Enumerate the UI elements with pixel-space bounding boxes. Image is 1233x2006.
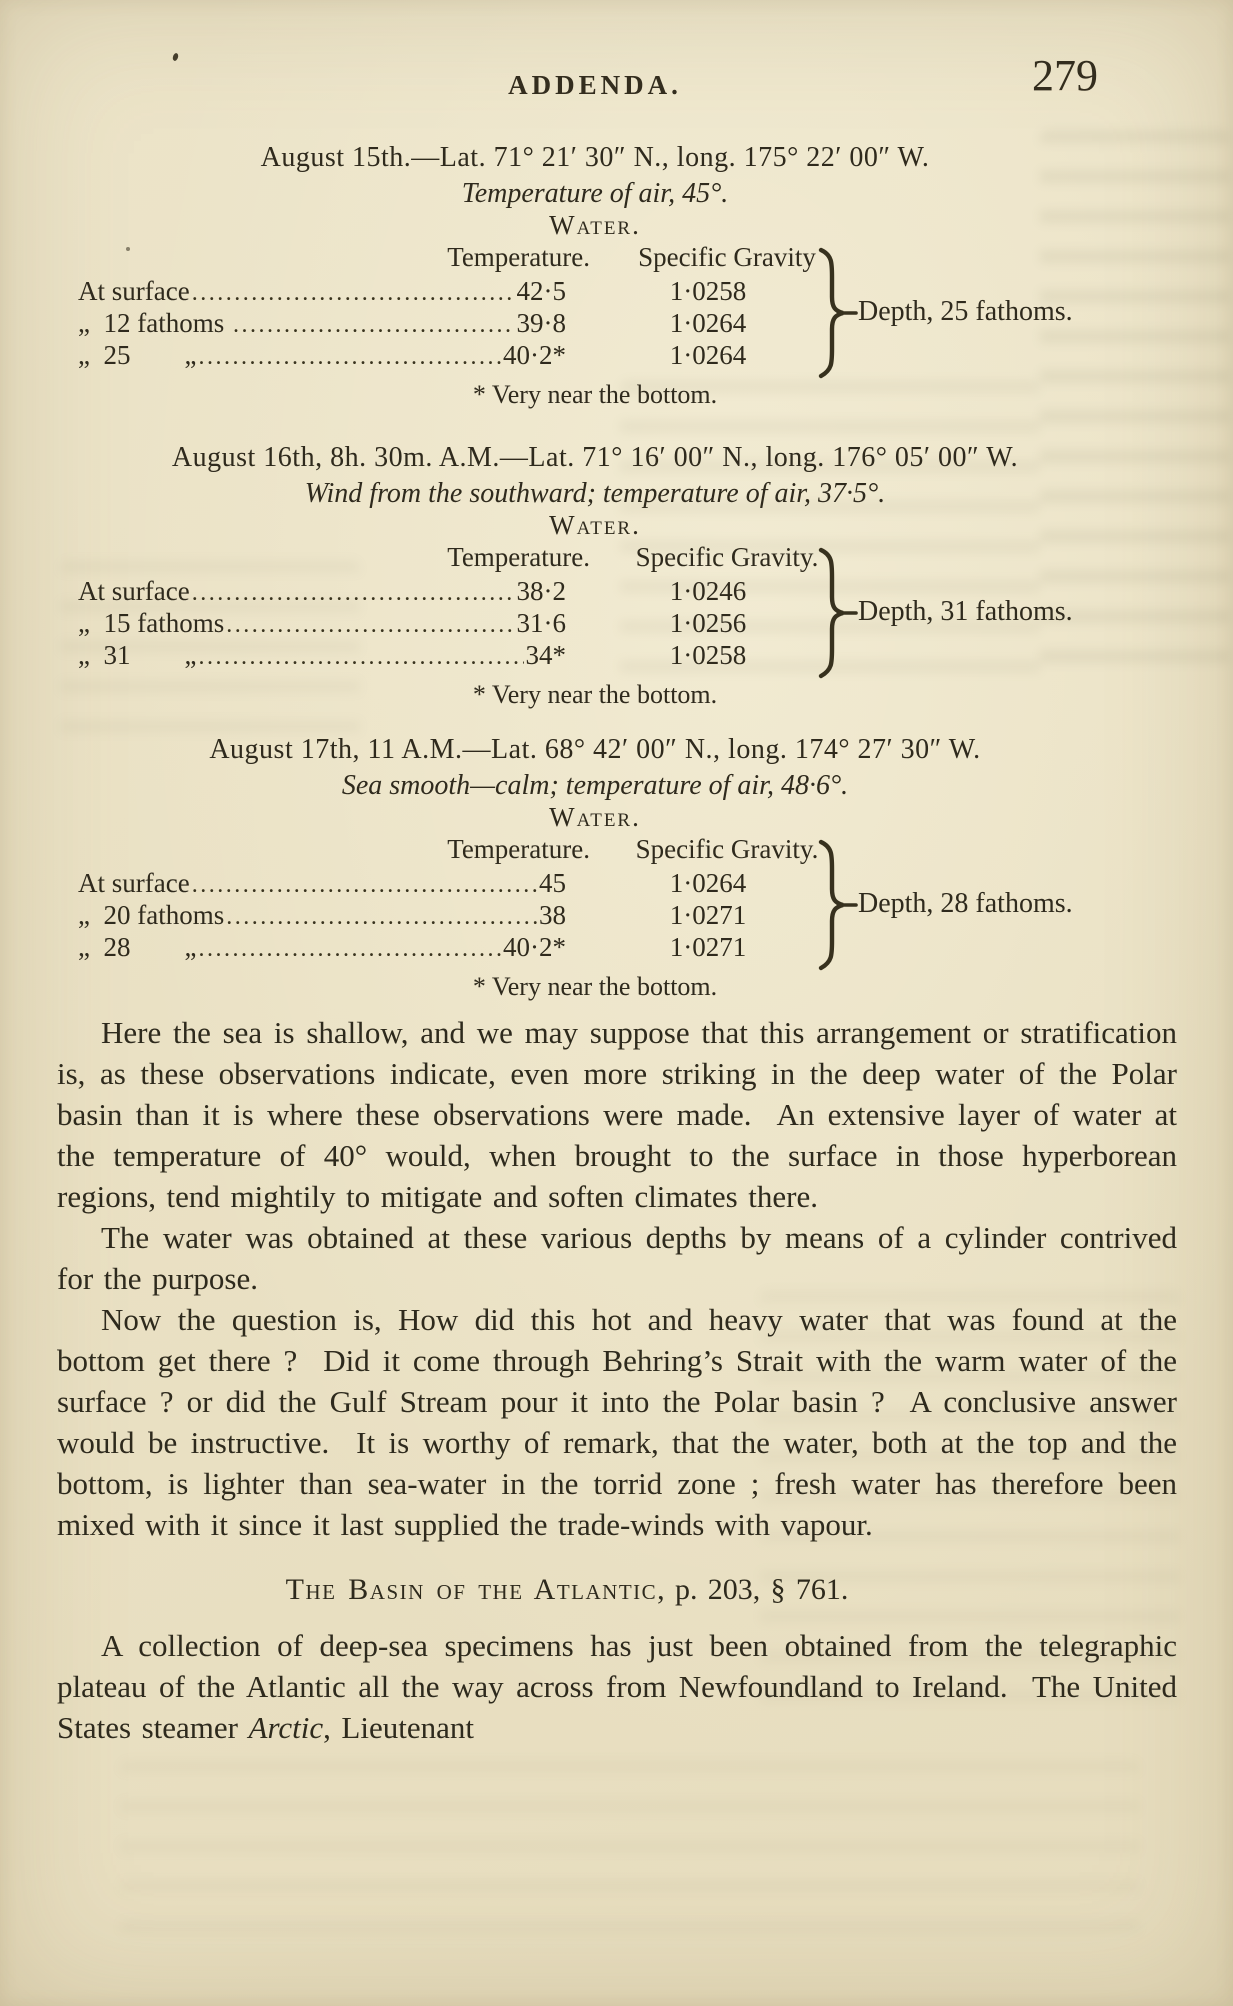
- table-header-row: [30, 242, 1160, 276]
- column-header-temperature: Temperature.: [447, 834, 590, 864]
- temperature-value: 45: [539, 868, 566, 898]
- temperature-value: 31·6: [516, 608, 566, 638]
- water-table: [30, 542, 1160, 672]
- row-label: „ 12 fathoms: [78, 308, 231, 338]
- row-label: „ 20 fathoms: [78, 900, 225, 930]
- gravity-value: 1·0264: [669, 308, 747, 338]
- observation-date-line: August 16th, 8h. 30m. A.M.—Lat. 71° 16′ 00″ N., long. 176° 05′ 00″ W.: [171, 442, 1019, 473]
- curly-brace-icon: [814, 246, 860, 380]
- table-row: [30, 932, 1160, 964]
- dot-leader: [226, 608, 514, 639]
- temperature-value: 34*: [525, 640, 566, 670]
- section-heading: [57, 1569, 1177, 1610]
- row-label: „ 28 „: [78, 932, 197, 962]
- water-table: [30, 834, 1160, 964]
- ink-speck-top: [172, 52, 179, 61]
- temperature-value: 40·2*: [503, 932, 566, 962]
- paragraph-shallow-sea: Here the sea is shallow, and we may suppose that this arrangement or stratification is, as these observations indicate, even more striking in the deep water of the Polar basin than it is where these observations were made. An extensive layer of water at the temperature of 40° would, when brought to the surface in those hyperborean regions, tend mightily to mitigate and soften climates there.: [57, 1015, 1188, 1214]
- column-header-specific-gravity: Specific Gravity: [638, 242, 816, 272]
- gravity-value: 1·0271: [669, 932, 747, 962]
- row-label: „ 31 „: [78, 640, 197, 670]
- observation-aug-15: [30, 142, 1160, 410]
- dot-leader: [192, 276, 515, 307]
- water-heading: Water.: [549, 510, 641, 540]
- dot-leader: [226, 900, 537, 931]
- observation-condition-line: Sea smooth—calm; temperature of air, 48·6°.: [341, 770, 849, 801]
- column-header-temperature: Temperature.: [447, 242, 590, 272]
- temperature-value: 39·8: [516, 308, 566, 338]
- section-heading-title: The Basin of the Atlantic: [285, 1573, 658, 1606]
- depth-label: Depth, 28 fathoms.: [858, 888, 1073, 919]
- depth-label: Depth, 31 fathoms.: [858, 596, 1073, 627]
- dot-leader: [198, 640, 523, 671]
- page-title: ADDENDA.: [508, 70, 682, 100]
- dot-leader: [192, 576, 515, 607]
- dot-leader: [192, 868, 537, 899]
- page-number: 279: [1032, 51, 1098, 100]
- section-heading-reference: , p. 203, § 761.: [657, 1573, 849, 1606]
- observation-date-line: August 15th.—Lat. 71° 21′ 30″ N., long. 175° 22′ 00″ W.: [260, 142, 930, 173]
- table-footnote: * Very near the bottom.: [472, 680, 718, 709]
- table-row: [30, 640, 1160, 672]
- column-header-specific-gravity: Specific Gravity.: [635, 542, 819, 572]
- table-header-row: [30, 542, 1160, 576]
- paragraph-question: Now the question is, How did this hot and heavy water that was found at the bottom get there ? Did it come through Behring’s Strait with the warm water of the surface ? or did the Gulf Stream pour it into the Polar basin ? A conclusive answer would be instructive. It is worthy of remark, that the water, both at the top and the bottom, is lighter than sea-water in the torrid zone ; fresh water has therefore been mixed with it since it last supplied the trade-winds with vapour.: [57, 1302, 1188, 1542]
- row-label: At surface: [78, 276, 190, 306]
- ship-name-italic: Arctic: [248, 1710, 324, 1745]
- showthrough-bottom: [120, 1760, 1140, 1940]
- observation-condition-line: Wind from the southward; temperature of air, 37·5°.: [304, 478, 886, 509]
- body-text: [57, 1012, 1188, 1748]
- column-header-temperature: Temperature.: [447, 542, 590, 572]
- gravity-value: 1·0264: [669, 340, 747, 370]
- paragraph-atlantic-basin: [57, 1625, 1188, 1748]
- table-footnote: * Very near the bottom.: [472, 972, 718, 1001]
- table-footnote: * Very near the bottom.: [472, 380, 718, 409]
- temperature-value: 38·2: [516, 576, 566, 606]
- water-table: [30, 242, 1160, 372]
- temperature-value: 38: [539, 900, 566, 930]
- gravity-value: 1·0258: [669, 276, 747, 306]
- observation-aug-17: [30, 734, 1160, 1002]
- gravity-value: 1·0258: [669, 640, 747, 670]
- column-header-specific-gravity: Specific Gravity.: [635, 834, 819, 864]
- water-heading: Water.: [549, 802, 641, 832]
- temperature-value: 40·2*: [503, 340, 566, 370]
- observation-aug-16: [30, 442, 1160, 710]
- gravity-value: 1·0246: [669, 576, 747, 606]
- dot-leader: [233, 308, 515, 339]
- depth-label: Depth, 25 fathoms.: [858, 296, 1073, 327]
- table-row: [30, 340, 1160, 372]
- gravity-value: 1·0271: [669, 900, 747, 930]
- gravity-value: 1·0264: [669, 868, 747, 898]
- row-label: At surface: [78, 576, 190, 606]
- row-label: „ 25 „: [78, 340, 197, 370]
- row-label: At surface: [78, 868, 190, 898]
- gravity-value: 1·0256: [669, 608, 747, 638]
- row-label: „ 15 fathoms: [78, 608, 225, 638]
- curly-brace-icon: [814, 838, 860, 972]
- curly-brace-icon: [814, 546, 860, 680]
- paragraph-text: , Lieutenant: [323, 1710, 474, 1745]
- dot-leader: [198, 932, 501, 963]
- observation-condition-line: Temperature of air, 45°.: [461, 178, 729, 209]
- paragraph-text: A collection of deep-sea specimens has just been obtained from the telegraphic plateau of the Atlantic all the way across from Newfoundland to Ireland. The United States steamer: [57, 1628, 1188, 1745]
- table-header-row: [30, 834, 1160, 868]
- dot-leader: [198, 340, 501, 371]
- temperature-value: 42·5: [516, 276, 566, 306]
- paragraph-cylinder: The water was obtained at these various depths by means of a cylinder contrived for the purpose.: [57, 1220, 1188, 1296]
- observation-date-line: August 17th, 11 A.M.—Lat. 68° 42′ 00″ N., long. 174° 27′ 30″ W.: [209, 734, 981, 765]
- water-heading: Water.: [549, 210, 641, 240]
